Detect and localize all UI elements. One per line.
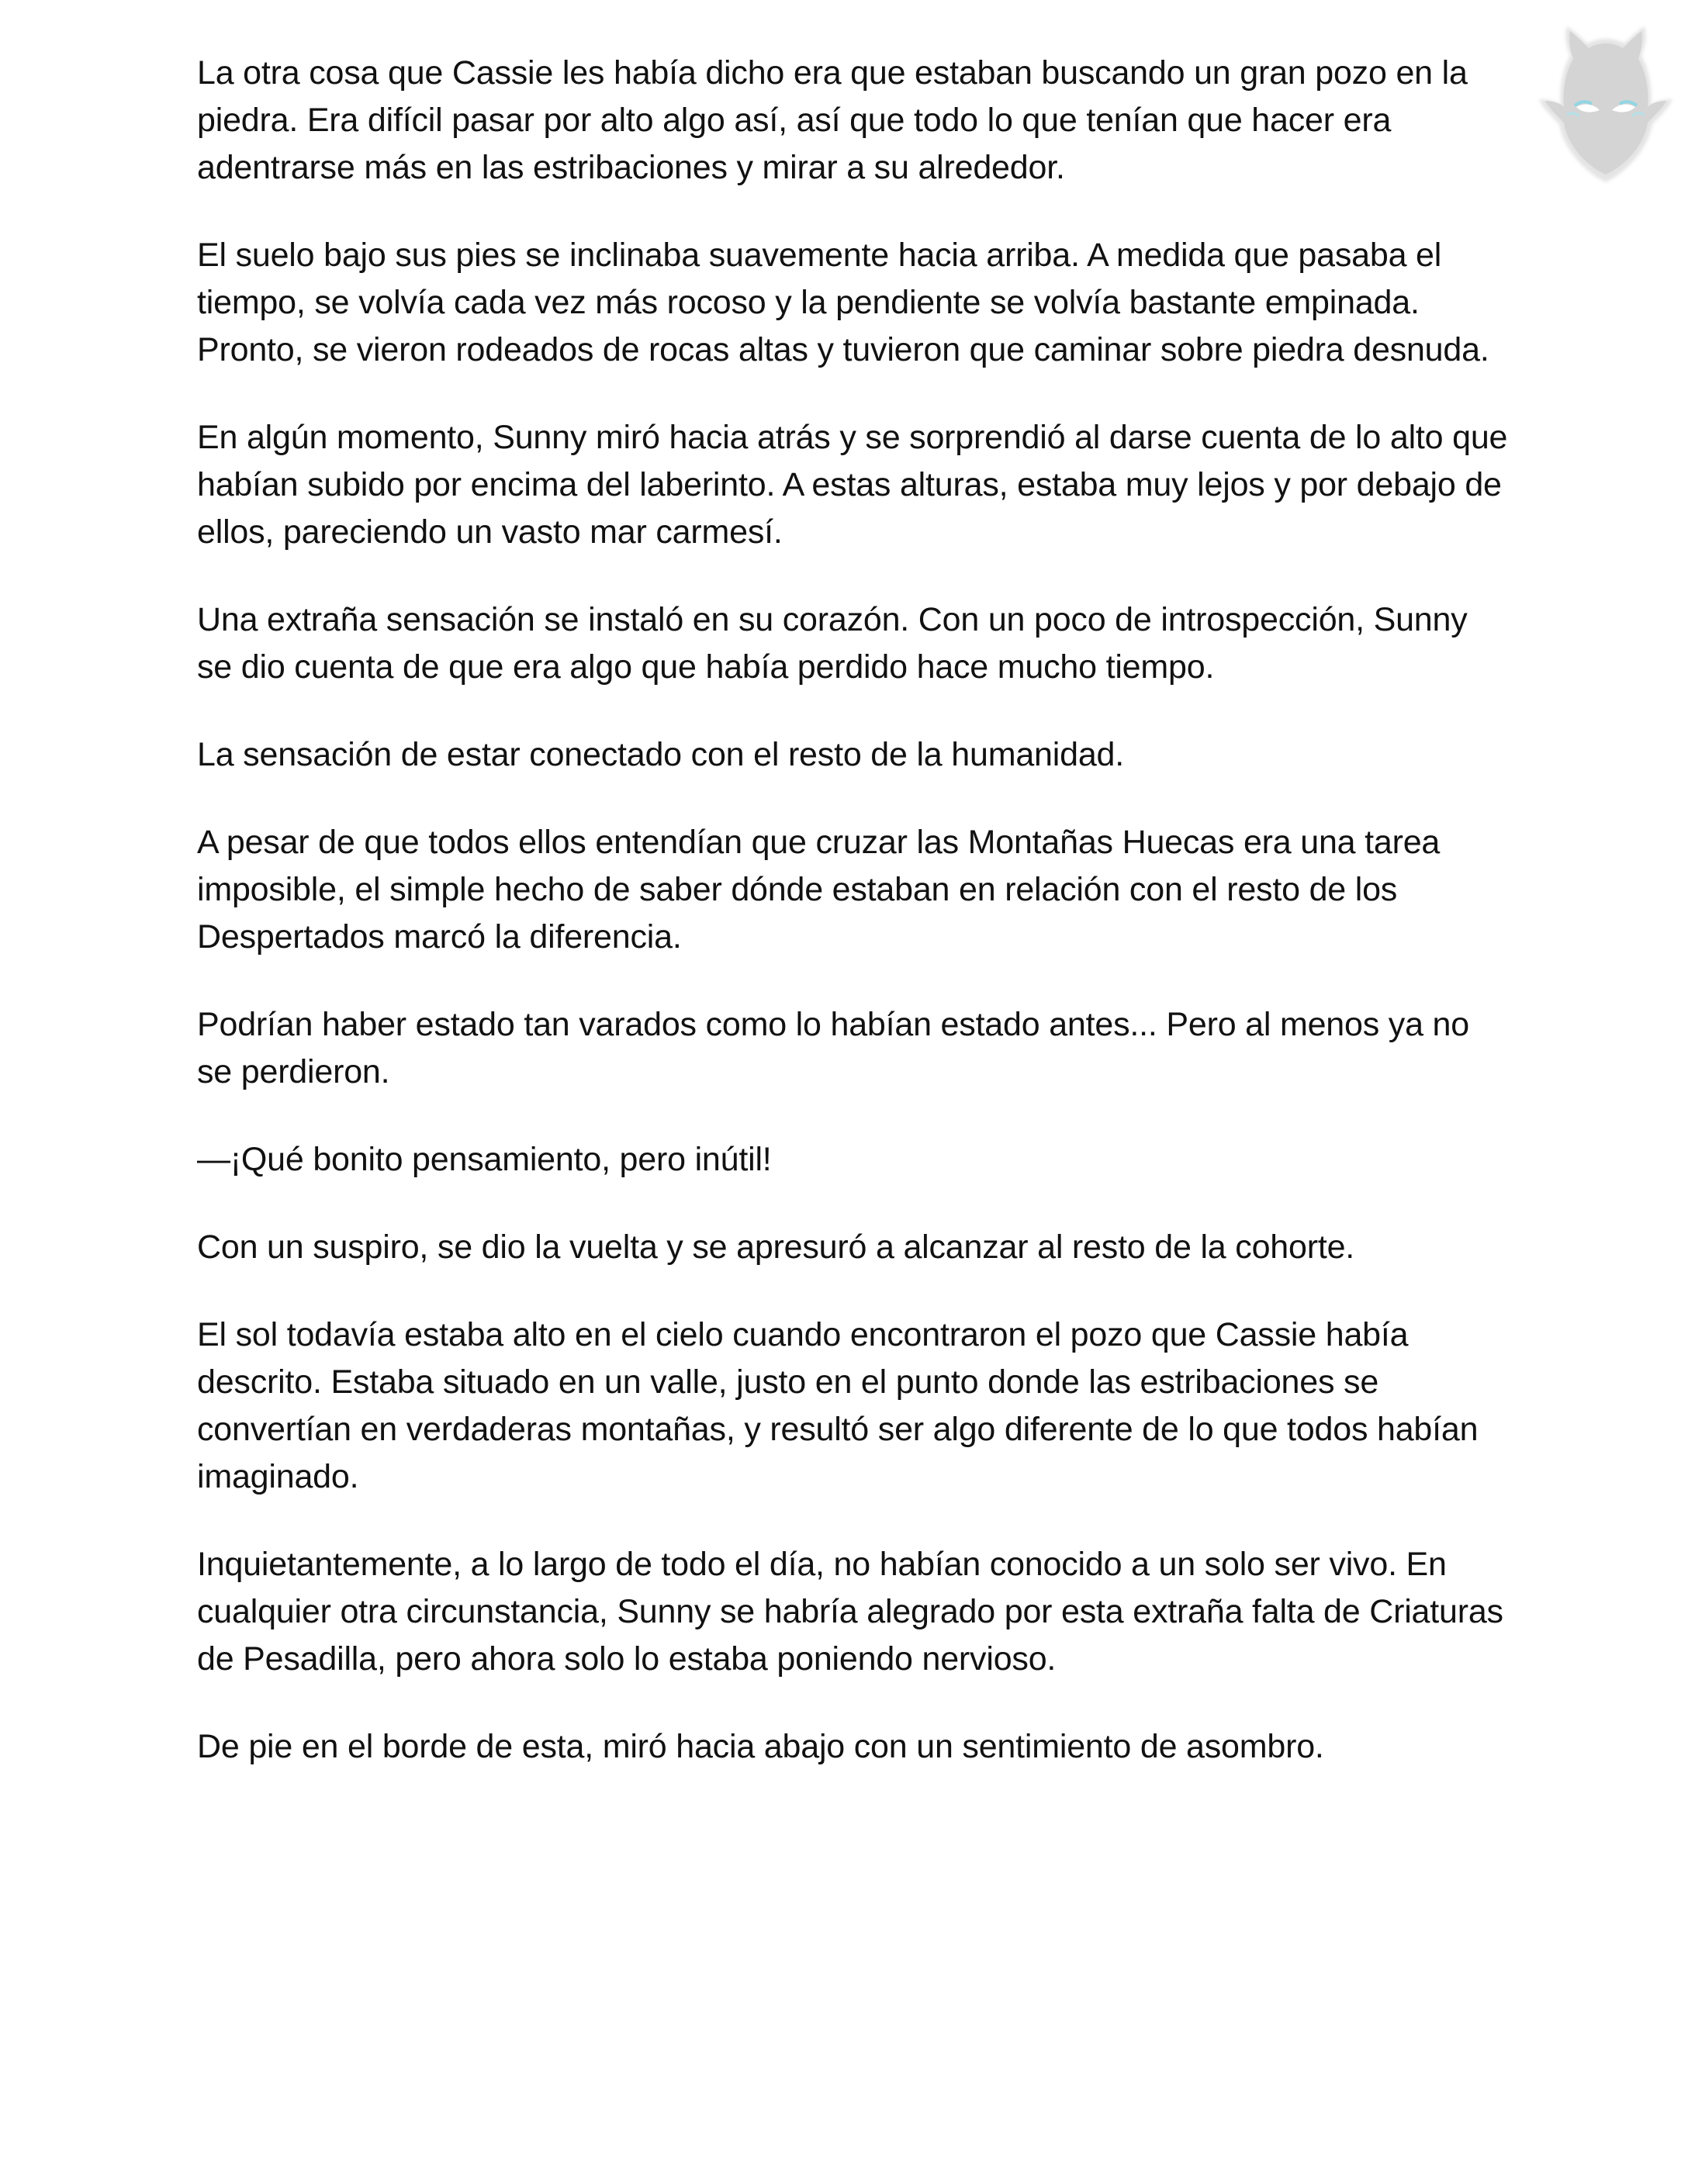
paragraph: El suelo bajo sus pies se inclinaba suavemente hacia arriba. A medida que pasaba el tiempo, se volvía cada vez más rocoso y la pendiente se volvía bastante empinada. Pronto, se vieron rodeados de rocas altas y tuvieron que caminar sobre piedra desnuda. <box>197 237 1489 368</box>
paragraph: Podrían haber estado tan varados como lo habían estado antes... Pero al menos ya no se perdieron. <box>197 1006 1469 1090</box>
demon-head-icon <box>1536 16 1676 186</box>
paragraph: Inquietantemente, a lo largo de todo el día, no habían conocido a un solo ser vivo. En cualquier otra circunstancia, Sunny se habría alegrado por esta extraña falta de Criaturas de Pesadilla, pero ahora solo lo estaba poniendo nervioso. <box>197 1546 1503 1678</box>
paragraph: —¡Qué bonito pensamiento, pero inútil! <box>197 1141 772 1178</box>
paragraph: En algún momento, Sunny miró hacia atrás y se sorprendió al darse cuenta de lo alto que habían subido por encima del laberinto. A estas alturas, estaba muy lejos y por debajo de ellos, pareciendo un vasto mar carmesí. <box>197 419 1508 551</box>
paragraph: De pie en el borde de esta, miró hacia abajo con un sentimiento de asombro. <box>197 1728 1324 1765</box>
paragraph: El sol todavía estaba alto en el cielo cuando encontraron el pozo que Cassie había descrito. Estaba situado en un valle, justo en el punto donde las estribaciones se convertían en verdaderas montañas, y resultó ser algo diferente de lo que todos habían imaginado. <box>197 1316 1479 1495</box>
paragraph: La sensación de estar conectado con el resto de la humanidad. <box>197 736 1124 773</box>
body-text <box>197 50 1508 1811</box>
paragraph: Con un suspiro, se dio la vuelta y se apresuró a alcanzar al resto de la cohorte. <box>197 1228 1355 1266</box>
paragraph: La otra cosa que Cassie les había dicho era que estaban buscando un gran pozo en la piedra. Era difícil pasar por alto algo así, así que todo lo que tenían que hacer era adentrarse más en las estribaciones y mirar a su alrededor. <box>197 54 1468 186</box>
paragraph: A pesar de que todos ellos entendían que cruzar las Montañas Huecas era una tarea imposible, el simple hecho de saber dónde estaban en relación con el resto de los Despertados marcó la diferencia. <box>197 824 1441 955</box>
paragraph: Una extraña sensación se instaló en su corazón. Con un poco de introspección, Sunny se dio cuenta de que era algo que había perdido hace mucho tiempo. <box>197 601 1468 686</box>
